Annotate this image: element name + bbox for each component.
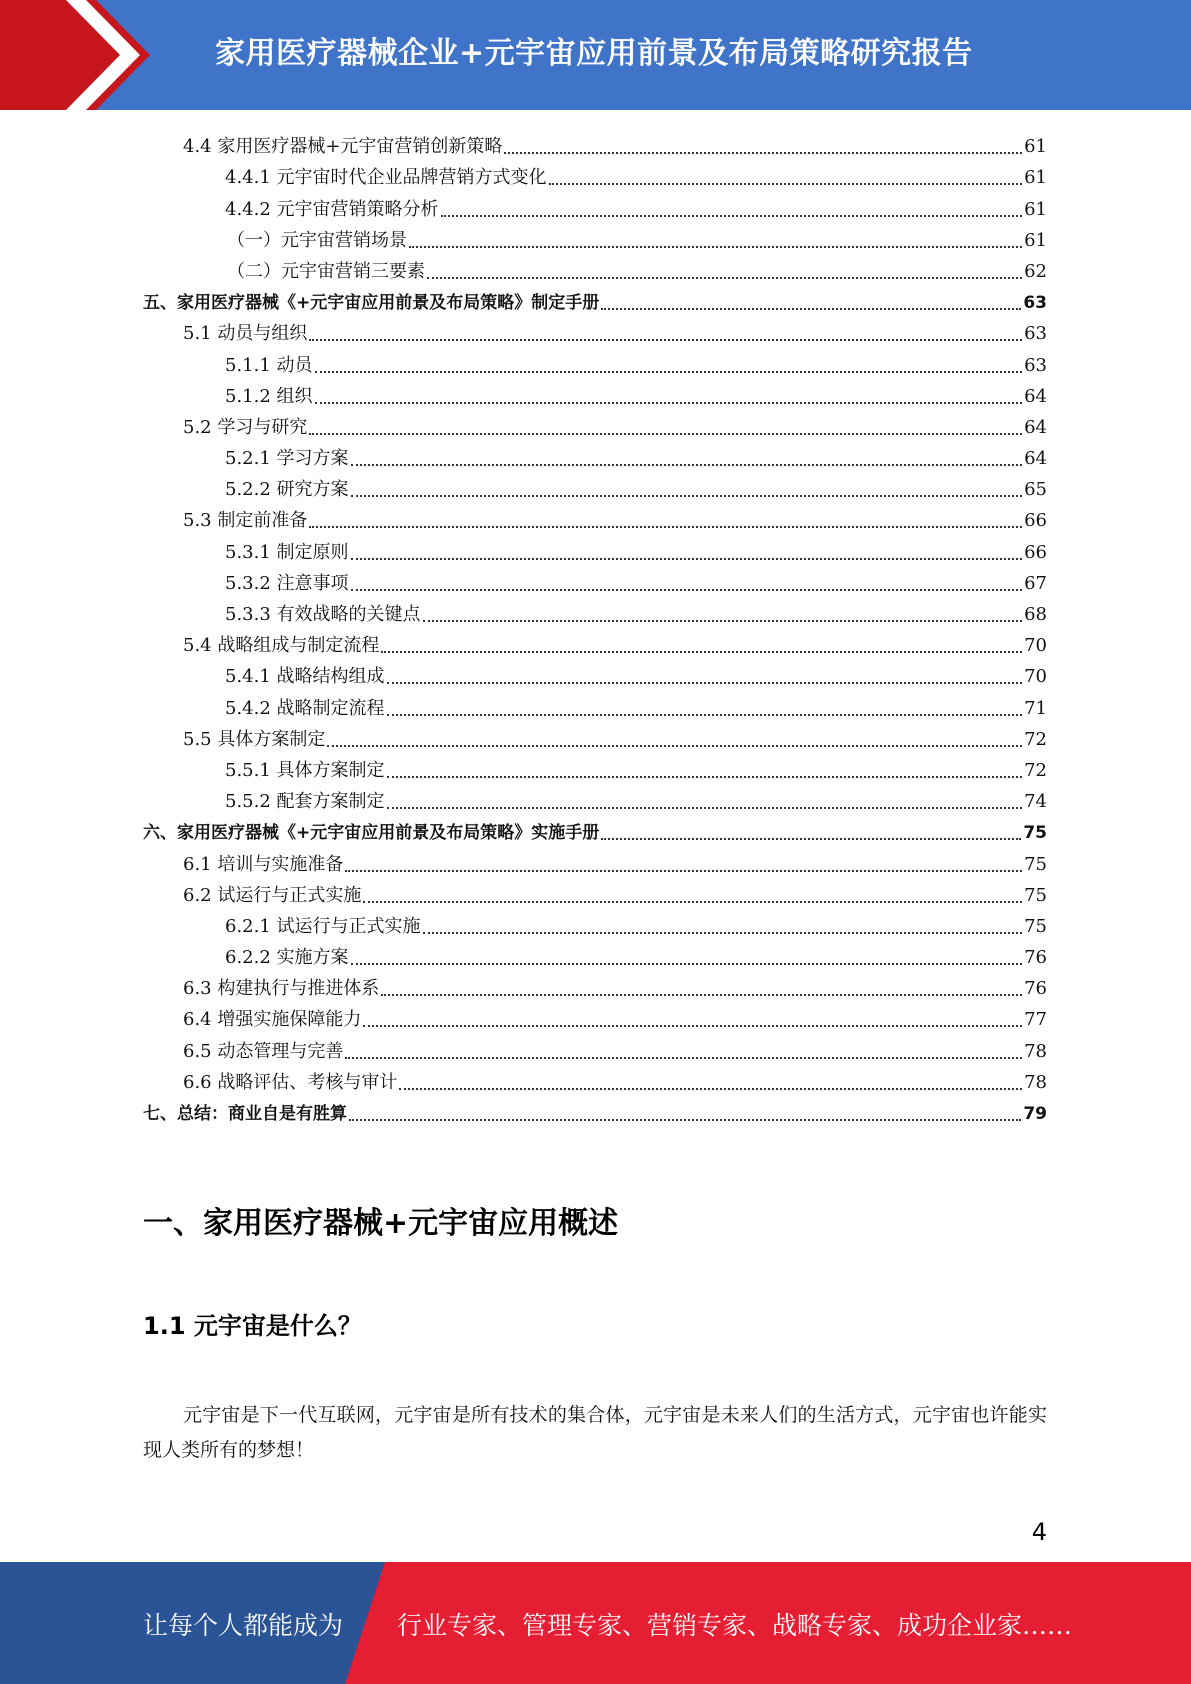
toc-entry-label: 6.4 增强实施保障能力 (183, 1009, 362, 1031)
toc-dot-leader (309, 432, 1022, 435)
toc-entry-page: 75 (1023, 823, 1047, 844)
subsection-title: 1.1 元宇宙是什么？ (143, 1312, 362, 1340)
toc-entry-page: 68 (1024, 604, 1047, 625)
toc-dot-leader (441, 214, 1023, 217)
toc-entry-page: 75 (1024, 853, 1047, 875)
toc-entry[interactable] (143, 284, 1047, 315)
toc-entry-page: 61 (1024, 229, 1047, 251)
toc-entry-label: 5.3.2 注意事项 (225, 572, 349, 594)
toc-dot-leader (351, 588, 1023, 591)
toc-entry-label: 5.3 制定前准备 (183, 510, 308, 532)
toc-entry-page: 64 (1024, 448, 1047, 470)
toc-entry[interactable] (143, 752, 1047, 783)
toc-entry[interactable] (143, 315, 1047, 346)
toc-dot-leader (345, 869, 1022, 872)
toc-entry-label: 5.1.1 动员 (225, 354, 313, 376)
toc-dot-leader (601, 307, 1021, 310)
toc-dot-leader (327, 744, 1022, 747)
toc-entry[interactable] (143, 346, 1047, 377)
toc-entry-page: 76 (1024, 978, 1047, 1000)
toc-entry-page: 63 (1023, 293, 1047, 314)
toc-entry-label: 五、家用医疗器械《+元宇宙应用前景及布局策略》制定手册 (143, 293, 600, 314)
toc-entry[interactable] (143, 471, 1047, 502)
toc-dot-leader (345, 1056, 1022, 1059)
toc-entry[interactable] (143, 222, 1047, 253)
toc-dot-leader (315, 370, 1023, 373)
toc-entry-page: 64 (1024, 385, 1047, 407)
toc-entry-page: 64 (1024, 416, 1047, 438)
toc-entry-label: 5.5 具体方案制定 (183, 728, 326, 750)
toc-entry[interactable] (143, 596, 1047, 627)
toc-entry-page: 72 (1024, 728, 1047, 750)
toc-entry-label: （二）元宇宙营销三要素 (227, 260, 425, 282)
toc-entry-label: 6.5 动态管理与完善 (183, 1040, 344, 1062)
toc-entry[interactable] (143, 253, 1047, 284)
toc-entry-page: 74 (1024, 791, 1047, 813)
toc-dot-leader (363, 1024, 1022, 1027)
toc-entry-label: 5.1 动员与组织 (183, 323, 308, 345)
body-paragraph: 元宇宙是下一代互联网，元宇宙是所有技术的集合体，元宇宙是未来人们的生活方式，元宇宙也许能实现人类所有的梦想！ (143, 1404, 1047, 1461)
toc-entry[interactable] (143, 939, 1047, 970)
toc-entry-page: 76 (1024, 947, 1047, 969)
toc-dot-leader (601, 837, 1021, 840)
toc-entry[interactable] (143, 1032, 1047, 1063)
toc-entry[interactable] (143, 502, 1047, 533)
toc-entry-label: 6.3 构建执行与推进体系 (183, 978, 380, 1000)
toc-entry[interactable] (143, 970, 1047, 1001)
toc-entry[interactable] (143, 814, 1047, 845)
toc-entry-page: 70 (1024, 666, 1047, 688)
toc-entry-page: 78 (1024, 1040, 1047, 1062)
toc-entry-page: 61 (1024, 167, 1047, 189)
toc-dot-leader (409, 245, 1022, 248)
toc-entry[interactable] (143, 565, 1047, 596)
toc-entry-page: 61 (1024, 198, 1047, 220)
toc-entry[interactable] (143, 721, 1047, 752)
toc-dot-leader (351, 557, 1023, 560)
toc-entry-label: 6.2.2 实施方案 (225, 947, 349, 969)
toc-dot-leader (387, 806, 1023, 809)
toc-entry-label: 5.4.2 战略制定流程 (225, 697, 385, 719)
toc-entry-page: 63 (1024, 354, 1047, 376)
toc-entry[interactable] (143, 1001, 1047, 1032)
toc-entry[interactable] (143, 877, 1047, 908)
toc-entry-label: 4.4.1 元宇宙时代企业品牌营销方式变化 (225, 167, 547, 189)
page-footer (0, 1562, 1191, 1684)
toc-dot-leader (399, 1087, 1022, 1090)
toc-entry-page: 79 (1023, 1104, 1047, 1124)
toc-dot-leader (381, 993, 1022, 996)
footer-slogan-left: 让每个人都能成为 (143, 1611, 344, 1640)
toc-entry[interactable] (143, 1064, 1047, 1095)
toc-entry-label: 6.2.1 试运行与正式实施 (225, 915, 421, 937)
footer-slogan-right: 行业专家、管理专家、营销专家、战略专家、成功企业家…… (397, 1611, 1073, 1640)
toc-dot-leader (363, 900, 1022, 903)
toc-dot-leader (423, 931, 1023, 934)
toc-entry-label: 5.4.1 战略结构组成 (225, 666, 385, 688)
toc-dot-leader (351, 494, 1023, 497)
toc-entry-label: 5.5.2 配套方案制定 (225, 791, 385, 813)
toc-entry-page: 61 (1024, 136, 1047, 158)
toc-entry-page: 66 (1024, 510, 1047, 532)
toc-entry-label: 5.2.1 学习方案 (225, 448, 349, 470)
toc-entry[interactable] (143, 533, 1047, 564)
toc-entry[interactable] (143, 783, 1047, 814)
header-title: 家用医疗器械企业+元宇宙应用前景及布局策略研究报告 (215, 36, 973, 71)
toc-entry-label: 七、总结：商业自是有胜算 (143, 1104, 347, 1124)
toc-entry[interactable] (143, 440, 1047, 471)
toc-entry-label: 6.6 战略评估、考核与审计 (183, 1071, 398, 1093)
toc-entry-label: 4.4.2 元宇宙营销策略分析 (225, 198, 439, 220)
toc-dot-leader (309, 525, 1022, 528)
toc-entry[interactable] (143, 409, 1047, 440)
toc-entry-page: 75 (1024, 915, 1047, 937)
toc-entry-label: 6.1 培训与实施准备 (183, 853, 344, 875)
toc-dot-leader (427, 276, 1022, 279)
toc-entry[interactable] (143, 159, 1047, 190)
toc-entry-label: 5.3.3 有效战略的关键点 (225, 604, 421, 625)
toc-entry[interactable] (143, 689, 1047, 720)
toc-entry-label: 5.4 战略组成与制定流程 (183, 635, 380, 657)
toc-entry-label: 六、家用医疗器械《+元宇宙应用前景及布局策略》实施手册 (143, 823, 600, 844)
toc-dot-leader (387, 713, 1023, 716)
toc-dot-leader (423, 619, 1023, 622)
toc-entry[interactable] (143, 190, 1047, 221)
toc-entry-page: 77 (1024, 1009, 1047, 1031)
toc-entry-label: 6.2 试运行与正式实施 (183, 884, 362, 906)
toc-entry-page: 75 (1024, 884, 1047, 906)
toc-dot-leader (309, 338, 1022, 341)
table-of-contents (143, 128, 1047, 1126)
toc-entry[interactable] (143, 845, 1047, 876)
toc-entry-page: 67 (1024, 572, 1047, 594)
toc-dot-leader (387, 681, 1023, 684)
toc-entry-page: 65 (1024, 479, 1047, 501)
toc-entry-label: 5.5.1 具体方案制定 (225, 759, 385, 781)
toc-dot-leader (549, 182, 1023, 185)
toc-entry[interactable] (143, 128, 1047, 159)
page-number: 4 (1031, 1518, 1047, 1546)
toc-dot-leader (351, 463, 1023, 466)
section-title: 一、家用医疗器械+元宇宙应用概述 (143, 1206, 619, 1241)
toc-entry[interactable] (143, 658, 1047, 689)
toc-entry-page: 70 (1024, 635, 1047, 657)
toc-dot-leader (349, 1118, 1021, 1121)
toc-entry-label: 5.3.1 制定原则 (225, 541, 349, 563)
toc-entry-label: 5.1.2 组织 (225, 385, 313, 407)
toc-entry-page: 72 (1024, 759, 1047, 781)
toc-entry[interactable] (143, 378, 1047, 409)
toc-dot-leader (315, 401, 1023, 404)
toc-entry-page: 78 (1024, 1071, 1047, 1093)
toc-dot-leader (387, 775, 1023, 778)
toc-entry[interactable] (143, 627, 1047, 658)
toc-entry-page: 66 (1024, 541, 1047, 563)
toc-entry[interactable] (143, 908, 1047, 939)
toc-dot-leader (351, 962, 1023, 965)
toc-entry-label: 5.2 学习与研究 (183, 416, 308, 438)
toc-entry[interactable] (143, 1095, 1047, 1126)
toc-dot-leader (504, 151, 1022, 154)
toc-entry-page: 63 (1024, 323, 1047, 345)
toc-entry-page: 62 (1024, 260, 1047, 282)
toc-entry-label: 4.4 家用医疗器械+元宇宙营销创新策略 (183, 136, 503, 158)
toc-entry-page: 71 (1024, 697, 1047, 719)
page-header (0, 0, 1191, 110)
toc-dot-leader (381, 650, 1022, 653)
toc-entry-label: 5.2.2 研究方案 (225, 479, 349, 501)
toc-entry-label: （一）元宇宙营销场景 (227, 229, 407, 251)
